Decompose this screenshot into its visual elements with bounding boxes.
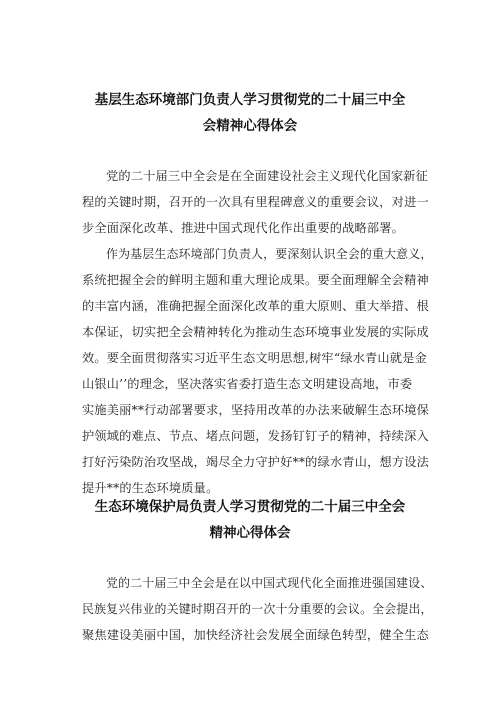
section-1-body-line: 作为基层生态环境部门负责人，要深刻认识全会的重大意义，: [106, 247, 433, 261]
section-1-body-line: 系统把握全会的鲜明主题和重大理论成果。要全面理解全会精神: [82, 273, 429, 287]
section-1-body-line: 山银山’’的理念，坚决落实省委打造生态文明建设高地，市委: [82, 377, 413, 391]
section-1-body: [82, 163, 432, 501]
section-1-body-line: 步全面深化改革、推进中国式现代化作出重要的战略部署。: [82, 221, 405, 235]
section-1-body-line: 打好污染防治攻坚战，竭尽全力守护好**的绿水青山，想方设法: [82, 455, 430, 469]
section-2-title: [70, 494, 430, 546]
section-2-body: [82, 570, 432, 648]
section-2-body-line: 党的二十届三中全会是在以中国式现代化全面推进强国建设、: [106, 576, 433, 590]
section-1-body-line: 本保证，切实把全会精神转化为推动生态环境事业发展的实际成: [82, 325, 429, 339]
section-2-title-line-1: 生态环境保护局负责人学习贯彻党的二十届三中全会: [94, 499, 406, 515]
section-2-title-line-2: 精神心得体会: [209, 525, 291, 541]
section-1-body-line: 的丰富内涵，准确把握全面深化改革的重大原则、重大举措、根: [82, 299, 429, 313]
section-2-body-line: 民族复兴伟业的关键时期召开的一次十分重要的会议。全会提出，: [82, 602, 433, 616]
section-1-body-line: 提升**的生态环境质量。: [82, 481, 219, 495]
section-1-body-line: 护领域的难点、节点、堵点问题，发扬钉钉子的精神，持续深入: [82, 429, 429, 443]
section-1-title: [70, 87, 430, 139]
section-1-title-line-1: 基层生态环境部门负责人学习贯彻党的二十届三中全: [94, 92, 406, 108]
section-1-body-line: 党的二十届三中全会是在全面建设社会主义现代化国家新征: [106, 169, 429, 183]
section-1-body-line: 效。要全面贯彻落实习近平生态文明思想,树牢“绿水青山就是金: [82, 351, 427, 365]
section-1-body-line: 程的关键时期，召开的一次具有里程碑意义的重要会议，对进一: [82, 195, 429, 209]
section-1-title-line-2: 会精神心得体会: [202, 118, 298, 134]
section-2-body-line: 聚焦建设美丽中国，加快经济社会发展全面绿色转型，健全生态: [82, 628, 429, 642]
section-1-body-line: 实施美丽**行动部署要求，坚持用改革的办法来破解生态环境保: [82, 403, 430, 417]
